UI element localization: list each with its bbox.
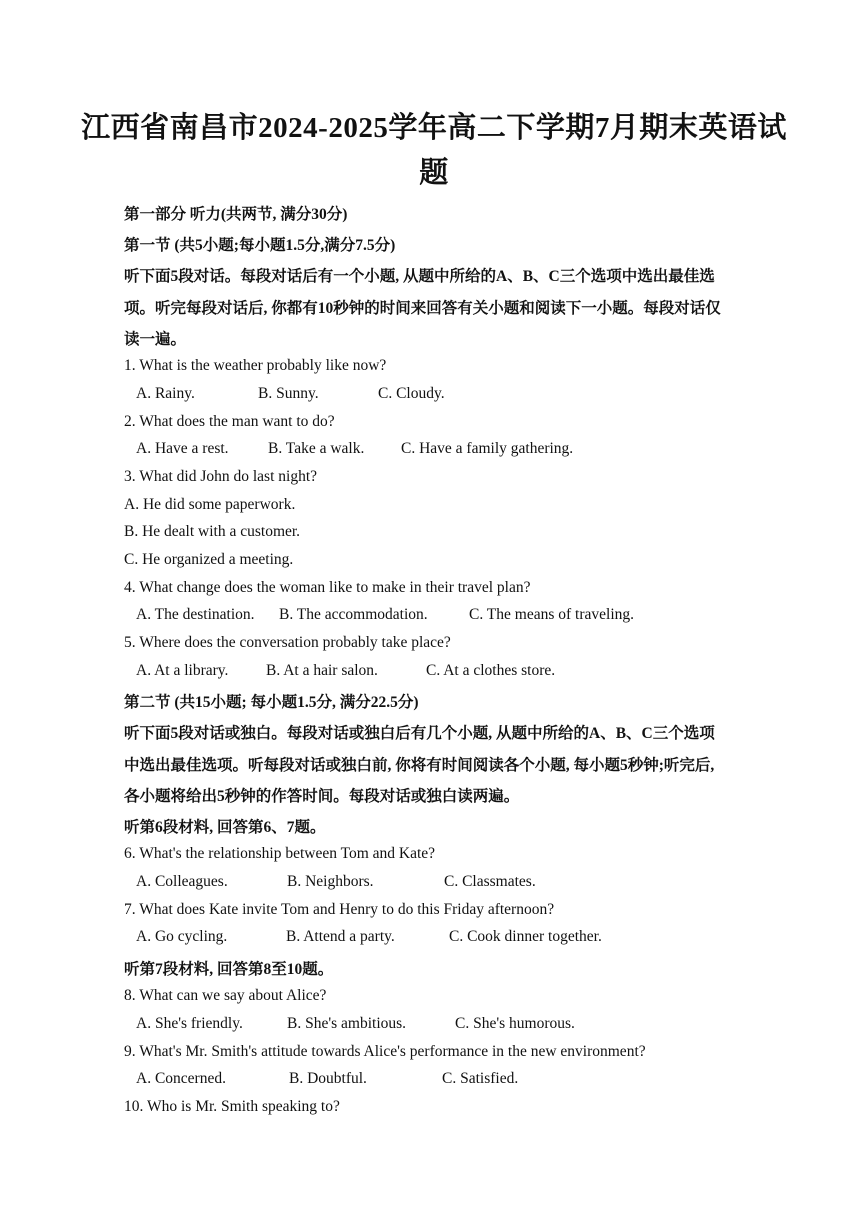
q3-option-b: B. He dealt with a customer. bbox=[124, 523, 301, 540]
q2-option-b: B. Take a walk. bbox=[268, 440, 365, 457]
q8-option-a: A. She's friendly. bbox=[136, 1015, 243, 1032]
q6-option-a: A. Colleagues. bbox=[136, 873, 228, 890]
q1-option-c: C. Cloudy. bbox=[378, 385, 445, 402]
q8-option-b: B. She's ambitious. bbox=[287, 1015, 407, 1032]
question-2: 2. What does the man want to do? bbox=[124, 413, 335, 430]
q8-option-c: C. She's humorous. bbox=[455, 1015, 575, 1032]
material-6-header: 听第6段材料, 回答第6、7题。 bbox=[124, 819, 326, 836]
q1-option-a: A. Rainy. bbox=[136, 385, 195, 402]
q7-option-b: B. Attend a party. bbox=[286, 928, 395, 945]
section2-header: 第二节 (共15小题; 每小题1.5分, 满分22.5分) bbox=[124, 694, 419, 711]
q2-option-c: C. Have a family gathering. bbox=[401, 440, 574, 457]
question-4: 4. What change does the woman like to make in their travel plan? bbox=[124, 579, 531, 596]
question-6: 6. What's the relationship between Tom and Kate? bbox=[124, 845, 436, 862]
q9-option-c: C. Satisfied. bbox=[442, 1070, 519, 1087]
question-8: 8. What can we say about Alice? bbox=[124, 987, 327, 1004]
q3-option-c: C. He organized a meeting. bbox=[124, 551, 294, 568]
question-5: 5. Where does the conversation probably take place? bbox=[124, 634, 451, 651]
part1-header: 第一部分 听力(共两节, 满分30分) bbox=[124, 206, 348, 223]
document-title-line2: 题 bbox=[419, 157, 449, 189]
q9-option-b: B. Doubtful. bbox=[289, 1070, 367, 1087]
q4-option-a: A. The destination. bbox=[136, 606, 255, 623]
q5-option-c: C. At a clothes store. bbox=[426, 662, 556, 679]
question-7: 7. What does Kate invite Tom and Henry to do this Friday afternoon? bbox=[124, 901, 555, 918]
q7-option-c: C. Cook dinner together. bbox=[449, 928, 602, 945]
section2-instructions-line1: 听下面5段对话或独白。每段对话或独白后有几个小题, 从题中所给的A、B、C三个选项 bbox=[124, 725, 715, 742]
q3-option-a: A. He did some paperwork. bbox=[124, 496, 296, 513]
question-9: 9. What's Mr. Smith's attitude towards Alice's performance in the new environment? bbox=[124, 1043, 646, 1060]
question-10: 10. Who is Mr. Smith speaking to? bbox=[124, 1098, 340, 1115]
document-title-line1: 江西省南昌市2024-2025学年高二下学期7月期末英语试 bbox=[81, 112, 787, 144]
section2-instructions-line2: 中选出最佳选项。听每段对话或独白前, 你将有时间阅读各个小题, 每小题5秒钟;听完后, bbox=[124, 757, 715, 774]
material-7-header: 听第7段材料, 回答第8至10题。 bbox=[124, 961, 334, 978]
section1-header: 第一节 (共5小题;每小题1.5分,满分7.5分) bbox=[124, 237, 396, 254]
q4-option-b: B. The accommodation. bbox=[279, 606, 428, 623]
q5-option-b: B. At a hair salon. bbox=[266, 662, 378, 679]
section2-instructions-line3: 各小题将给出5秒钟的作答时间。每段对话或独白读两遍。 bbox=[124, 788, 520, 805]
question-1: 1. What is the weather probably like now? bbox=[124, 357, 387, 374]
q5-option-a: A. At a library. bbox=[136, 662, 229, 679]
q7-option-a: A. Go cycling. bbox=[136, 928, 228, 945]
section1-instructions-line3: 读一遍。 bbox=[124, 331, 187, 348]
section1-instructions-line1: 听下面5段对话。每段对话后有一个小题, 从题中所给的A、B、C三个选项中选出最佳选 bbox=[124, 268, 715, 285]
q1-option-b: B. Sunny. bbox=[258, 385, 319, 402]
q4-option-c: C. The means of traveling. bbox=[469, 606, 635, 623]
q2-option-a: A. Have a rest. bbox=[136, 440, 229, 457]
question-3: 3. What did John do last night? bbox=[124, 468, 318, 485]
q6-option-c: C. Classmates. bbox=[444, 873, 536, 890]
q6-option-b: B. Neighbors. bbox=[287, 873, 374, 890]
q9-option-a: A. Concerned. bbox=[136, 1070, 226, 1087]
section1-instructions-line2: 项。听完每段对话后, 你都有10秒钟的时间来回答有关小题和阅读下一小题。每段对话仅 bbox=[124, 300, 721, 317]
